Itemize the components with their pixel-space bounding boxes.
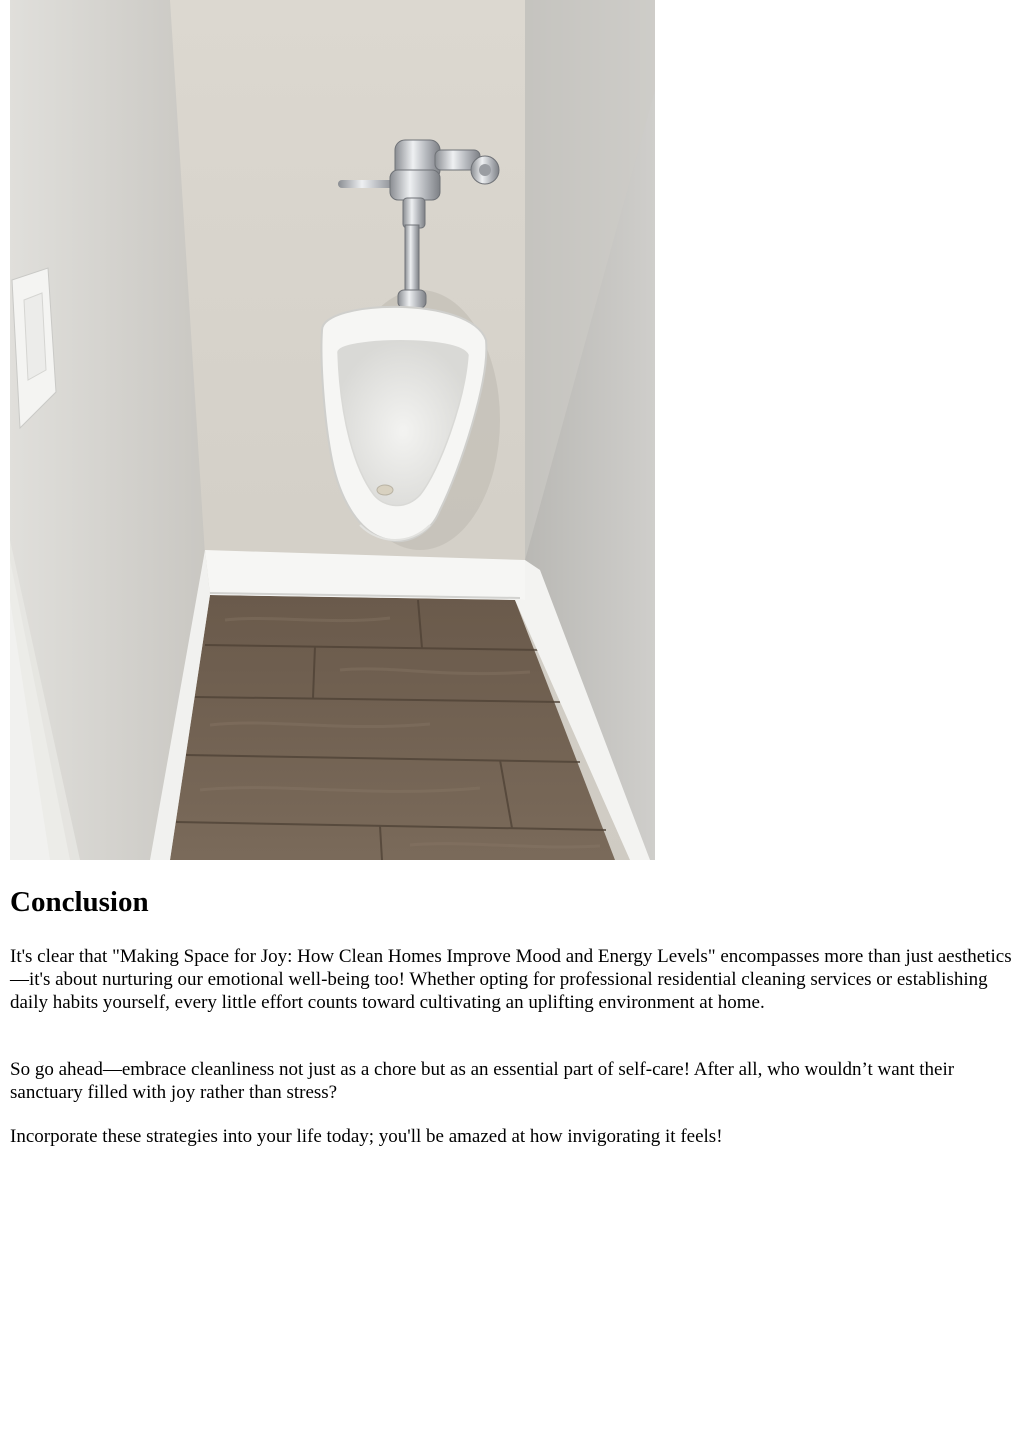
- conclusion-paragraph-3: Incorporate these strategies into your life today; you'll be amazed at how invigorating it feels!: [10, 1126, 723, 1147]
- conclusion-heading: Conclusion: [10, 886, 149, 918]
- bathroom-urinal-photo: [10, 0, 655, 860]
- conclusion-paragraph-2: So go ahead—embrace cleanliness not just as a chore but as an essential part of self-care! After all, who wouldn’t want their sanctuary filled with joy rather than stress?: [10, 1059, 955, 1103]
- conclusion-paragraph-1: It's clear that "Making Space for Joy: How Clean Homes Improve Mood and Energy Levels" encompasses more than just aesthetics—it's about nurturing our emotional well-being too! Whether opting for professional residential cleaning services or establishing daily habits yourself, every little effort counts toward cultivating an uplifting environment at home.: [10, 946, 1012, 1013]
